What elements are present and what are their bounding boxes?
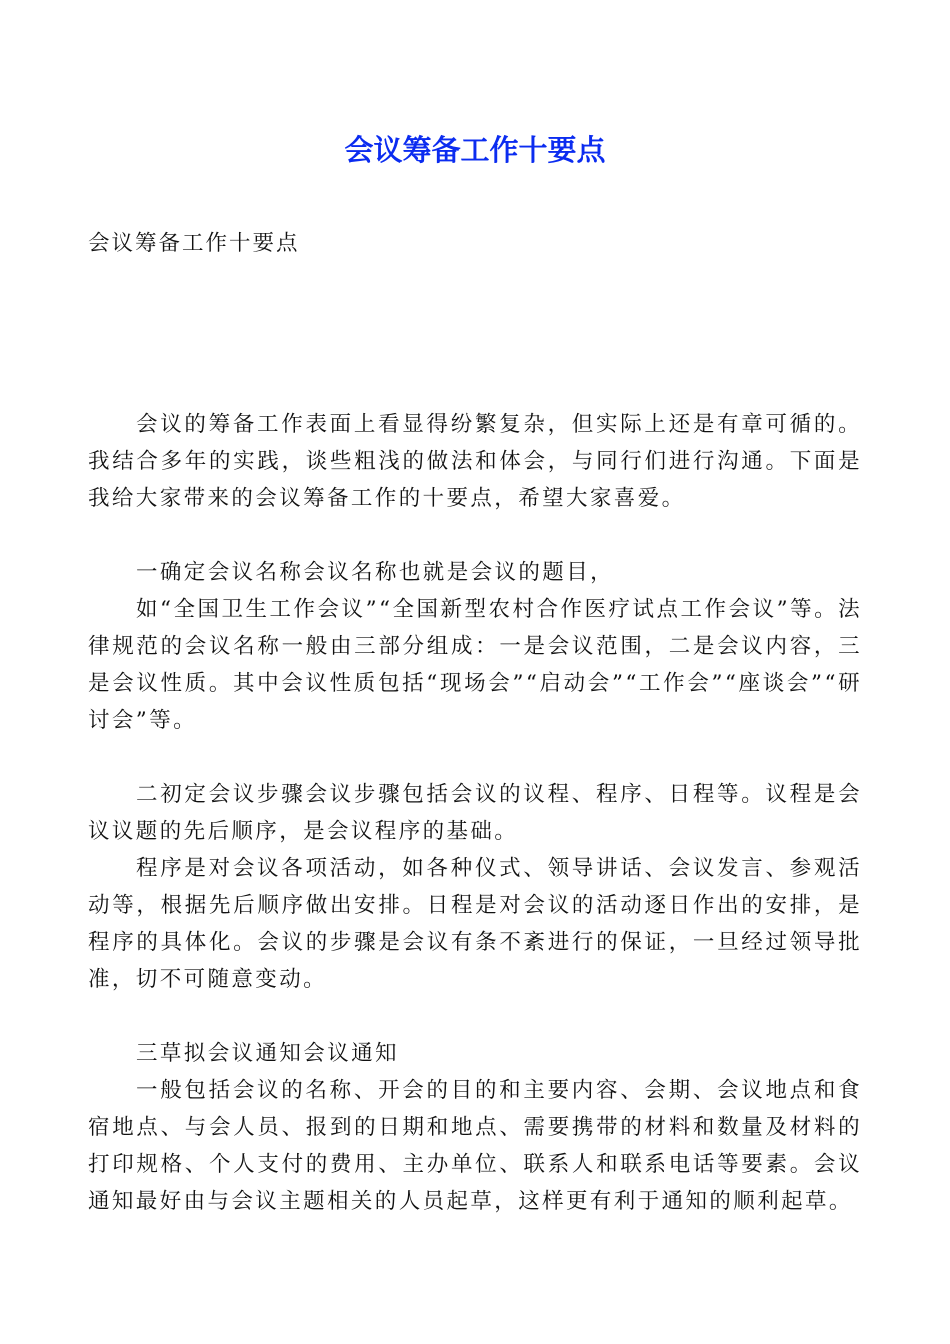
paragraph-section-1-heading: 一确定会议名称会议名称也就是会议的题目， [136, 560, 615, 585]
paragraph-section-1-body: 如“全国卫生工作会议”“全国新型农村合作医疗试点工作会议”等。法律规范的会议名称一般由三部分组成：一是会议范围，二是会议内容，三是会议性质。其中会议性质包括“现场会”“启动会”“工作会”“座谈会”“研讨会”等。 [88, 597, 862, 733]
paragraph-gap [88, 998, 862, 1035]
document-title: 会议筹备工作十要点 [344, 133, 606, 167]
paragraph-intro: 会议的筹备工作表面上看显得纷繁复杂，但实际上还是有章可循的。我结合多年的实践，谈些粗浅的做法和体会，与同行们进行沟通。下面是我给大家带来的会议筹备工作的十要点，希望大家喜爱。 [88, 412, 862, 511]
paragraph-gap [88, 517, 862, 554]
document-body [88, 406, 862, 1220]
paragraph-section-3-heading: 三草拟会议通知会议通知 [136, 1041, 399, 1066]
paragraph-section-2-body: 程序是对会议各项活动，如各种仪式、领导讲话、会议发言、参观活动等，根据先后顺序做出安排。日程是对会议的活动逐日作出的安排，是程序的具体化。会议的步骤是会议有条不紊进行的保证，一旦经过领导批准，切不可随意变动。 [88, 856, 862, 992]
paragraph-section-2-heading: 二初定会议步骤会议步骤包括会议的议程、程序、日程等。议程是会议议题的先后顺序，是会议程序的基础。 [88, 782, 862, 844]
paragraph-gap [88, 739, 862, 776]
document-subtitle: 会议筹备工作十要点 [88, 231, 300, 256]
paragraph-section-3-body: 一般包括会议的名称、开会的目的和主要内容、会期、会议地点和食宿地点、与会人员、报到的日期和地点、需要携带的材料和数量及材料的打印规格、个人支付的费用、主办单位、联系人和联系电话等要素。会议通知最好由与会议主题相关的人员起草，这样更有利于通知的顺利起草。 [88, 1078, 862, 1214]
